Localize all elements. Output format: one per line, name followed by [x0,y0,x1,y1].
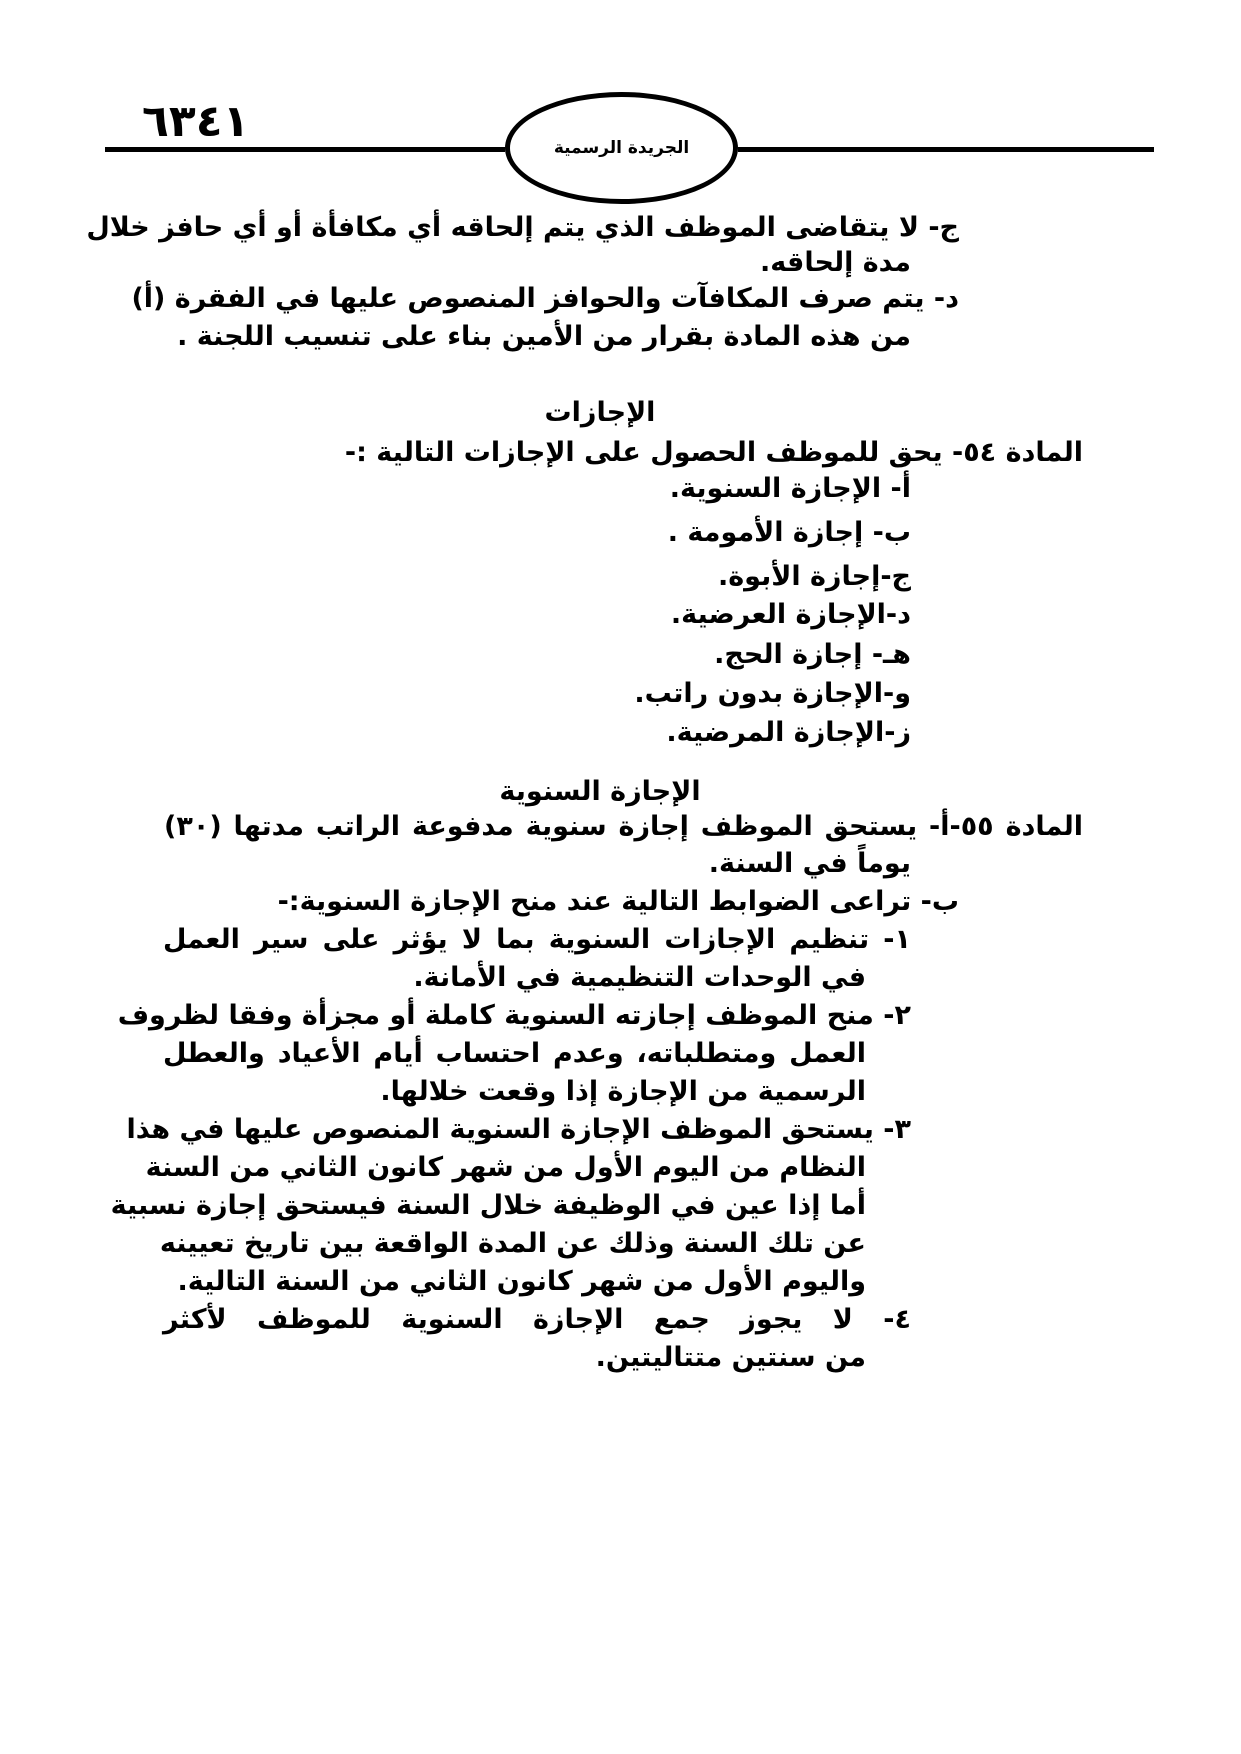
clause-j-line-2: مدة إلحاقه. [760,247,911,278]
leave-type-b: ب- إجازة الأمومة . [667,517,911,548]
article-55-b: ب- تراعى الضوابط التالية عند منح الإجازة السنوية:- [277,886,959,917]
header-rule-right [738,147,1154,152]
heading-annual-leave: الإجازة السنوية [499,776,701,807]
heading-leaves: الإجازات [544,397,656,428]
leave-type-a: أ- الإجازة السنوية. [669,473,911,504]
clause-d-line-2: من هذه المادة بقرار من الأمين بناء على تنسيب اللجنة . [177,321,911,352]
rule-1-line-1: ١- تنظيم الإجازات السنوية بما لا يؤثر على سير العمل [163,924,911,955]
gazette-masthead [505,92,738,204]
gazette-title: الجريدة الرسمية [553,138,690,158]
rule-1-line-2: في الوحدات التنظيمية في الأمانة. [413,962,866,993]
leave-type-d: د-الإجازة العرضية. [670,599,911,630]
rule-4-line-1: ٤- لا يجوز جمع الإجازة السنوية للموظف لأكثر [163,1304,911,1335]
rule-3-line-5: واليوم الأول من شهر كانون الثاني من السنة التالية. [177,1266,866,1297]
rule-2-line-3: الرسمية من الإجازة إذا وقعت خلالها. [380,1076,866,1107]
leave-type-g: ز-الإجازة المرضية. [666,717,911,748]
clause-j-line-1: ج- لا يتقاضى الموظف الذي يتم إلحاقه أي مكافأة أو أي حافز خلال [86,212,959,243]
leave-type-f: و-الإجازة بدون راتب. [634,678,911,709]
article-55-line-1: المادة ٥٥-أ- يستحق الموظف إجازة سنوية مدفوعة الراتب مدتها (٣٠) [164,811,1084,842]
rule-3-line-1: ٣- يستحق الموظف الإجازة السنوية المنصوص عليها في هذا [126,1114,911,1145]
rule-3-line-2: النظام من اليوم الأول من شهر كانون الثاني من السنة [145,1152,866,1183]
clause-d-line-1: د- يتم صرف المكافآت والحوافز المنصوص عليها في الفقرة (أ) [131,283,959,314]
page-number: ٦٣٤١ [142,96,250,147]
rule-2-line-2: العمل ومتطلباته، وعدم احتساب أيام الأعياد والعطل [163,1038,866,1069]
article-54-intro: المادة ٥٤- يحق للموظف الحصول على الإجازات التالية :- [344,437,1083,468]
rule-3-line-3: أما إذا عين في الوظيفة خلال السنة فيستحق إجازة نسبية [110,1190,866,1221]
header-rule-left [105,147,505,152]
rule-4-line-2: من سنتين متتاليتين. [595,1342,866,1373]
leave-type-e: هـ- إجازة الحج. [714,639,911,670]
article-55-line-2: يوماً في السنة. [708,848,911,879]
leave-type-c: ج-إجازة الأبوة. [717,561,911,592]
rule-2-line-1: ٢- منح الموظف إجازته السنوية كاملة أو مجزأة وفقا لظروف [117,1000,911,1031]
rule-3-line-4: عن تلك السنة وذلك عن المدة الواقعة بين تاريخ تعيينه [159,1228,866,1259]
